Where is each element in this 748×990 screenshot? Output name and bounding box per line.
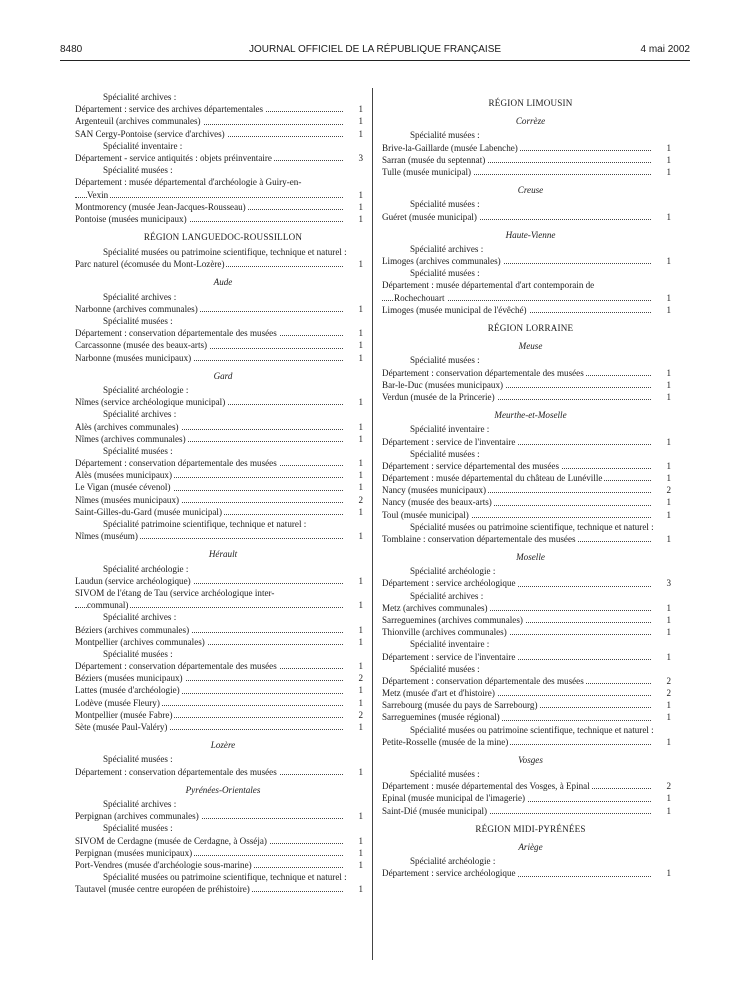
entry-label: Montpellier (archives communales) [75,636,205,647]
list-entry [382,484,679,496]
dot-leader [75,197,343,198]
list-entry [382,602,679,614]
specialty-label: Spécialité archives : [103,798,177,809]
entry-label: communal) [87,600,129,611]
entry-label: Nancy (musées municipaux) [382,485,487,496]
entry-count: 1 [358,104,363,115]
entry-label: Petite-Rosselle (musée de la mine) [382,736,509,747]
page-header [60,44,690,58]
entry-label: Département : service archéologique [382,868,516,879]
list-entry [75,115,371,127]
entry-count: 1 [358,458,363,469]
specialty-label: Spécialité archéologie : [103,563,189,574]
entry-count: 1 [358,189,363,200]
region-heading: RÉGION LORRAINE [487,323,574,333]
list-entry [75,339,371,351]
list-entry [75,847,371,859]
list-entry [75,421,371,433]
specialty-label: Spécialité patrimoine scientifique, technique et naturel : [103,519,307,529]
entry-count: 1 [358,116,363,127]
entry-count: 1 [358,397,363,408]
specialty-label: Spécialité musées ou patrimoine scientifique, technique et naturel : [410,724,654,735]
entry-count: 1 [358,624,363,635]
entry-label: Le Vigan (musée cévenol) [75,482,171,493]
entry-count: 1 [666,292,671,303]
page-number: 8480 [60,44,83,55]
entry-count: 2 [666,781,671,792]
list-entry [382,867,679,879]
entry-label: Rochechouart [394,292,445,303]
entry-count: 1 [666,391,671,402]
list-entry [75,481,371,493]
department-heading: Gard [213,370,233,381]
entry-label: SIVOM de Cerdagne (musée de Cerdagne, à Osséja) [75,835,267,846]
entry-label: Pontoise (musées municipaux) [75,213,187,224]
specialty-label: Spécialité archéologie : [410,856,496,867]
list-entry [75,152,371,164]
specialty-label: Spécialité archives : [410,243,484,254]
department-heading: Haute-Vienne [505,229,556,240]
list-entry [382,626,679,638]
department-heading: Aude [213,277,233,288]
list-entry [75,721,371,733]
entry-label: Sarran (musée du septennat) [382,154,486,165]
entry-label: Département : conservation départementale des musées [75,458,277,469]
list-entry [75,660,371,672]
entry-label: Département : conservation départementale des musées [75,328,277,339]
specialty-label: Spécialité musées : [410,130,480,141]
entry-count: 1 [666,154,671,165]
entry-label: Département : musée départemental du château de Lunéville [382,473,603,484]
entry-count: 1 [666,142,671,153]
list-entry [382,166,679,178]
entry-count: 1 [358,811,363,822]
specialty-label: Spécialité musées : [103,823,173,834]
list-entry [75,457,371,469]
entry-label: SAN Cergy-Pontoise (service d'archives) [75,128,225,139]
entry-label: Epinal (musée municipal de l'imagerie) [382,793,526,804]
entry-label: Montmorency (musée Jean-Jacques-Rousseau) [75,201,246,212]
entry-label: Nîmes (musées municipaux) [75,494,180,505]
entry-count: 1 [358,636,363,647]
specialty-label: Spécialité musées : [410,199,480,210]
entry-label: Nîmes (service archéologique municipal) [75,397,226,408]
entry-count: 1 [666,533,671,544]
list-entry [382,675,679,687]
entry-count: 1 [666,211,671,222]
list-entry [75,352,371,364]
list-entry [382,154,679,166]
specialty-label: Spécialité musées : [410,663,480,674]
entry-count: 1 [358,661,363,672]
entry-count: 1 [358,685,363,696]
entry-count: 1 [358,128,363,139]
entry-count: 1 [358,303,363,314]
entry-label: Département : service de l'inventaire [382,651,516,662]
list-entry [75,189,371,201]
list-entry [75,103,371,115]
entry-label: Département : service départemental des musées [382,460,559,471]
list-entry [382,472,679,484]
list-entry [382,711,679,723]
list-entry [382,614,679,626]
department-heading: Meuse [518,341,543,352]
header-rule [60,60,690,61]
region-heading: RÉGION LANGUEDOC-ROUSSILLON [143,232,303,243]
specialty-label: Spécialité archéologie : [103,384,189,395]
entry-label: Limoges (archives communales) [382,256,501,267]
list-entry [382,367,679,379]
entry-count: 2 [666,485,671,496]
entry-count: 3 [358,152,363,163]
entry-count: 1 [666,614,671,625]
specialty-label: Spécialité inventaire : [410,424,490,435]
entry-label: Alès (archives communales) [75,421,179,432]
list-entry [75,684,371,696]
entry-count: 1 [666,460,671,471]
entry-count: 1 [666,868,671,879]
list-entry [382,211,679,223]
entry-count: 1 [358,470,363,481]
entry-count: 1 [666,256,671,267]
list-entry [75,624,371,636]
entry-count: 2 [666,688,671,699]
publication-date: 4 mai 2002 [640,44,690,55]
entry-label: Sarrebourg (musée du pays de Sarrebourg) [382,700,538,711]
specialty-label: Spécialité inventaire : [103,140,183,151]
list-entry [75,494,371,506]
list-entry [382,391,679,403]
list-entry [75,883,371,895]
left-column [75,91,371,895]
specialty-label: Spécialité archives : [103,612,177,623]
specialty-label: Spécialité musées : [410,268,480,279]
department-heading: Creuse [517,185,544,196]
entry-count: 1 [358,531,363,542]
specialty-label: Spécialité musées : [410,448,480,459]
list-entry [75,327,371,339]
entry-count: 1 [358,835,363,846]
entry-count: 2 [358,494,363,505]
right-column [382,91,679,880]
entry-label: Verdun (musée de la Princerie) [382,391,495,402]
entry-count: 1 [358,433,363,444]
entry-count: 1 [666,436,671,447]
specialty-label: Spécialité inventaire : [410,639,490,650]
entry-label: Argenteuil (archives communales) [75,116,201,127]
entry-count: 1 [358,847,363,858]
entry-count: 1 [358,352,363,363]
list-entry [382,687,679,699]
entry-label: Saint-Dié (musée municipal) [382,805,488,816]
specialty-label: Spécialité musées : [103,165,173,176]
entry-label: Perpignan (archives communales) [75,811,199,822]
list-entry [75,697,371,709]
entry-label: Sarreguemines (musée régional) [382,712,500,723]
entry-count: 1 [358,340,363,351]
department-heading: Meurthe-et-Moselle [494,410,567,421]
entry-label: Département : conservation départementale des musées [75,766,277,777]
entry-label: Sarreguemines (archives communales) [382,614,523,625]
entry-label: Tomblaine : conservation départementale des musées [382,533,576,544]
entry-label: Sète (musée Paul-Valéry) [75,722,168,732]
entry-label: Lattes (musée d'archéologie) [75,685,180,696]
entry-label: Béziers (musées municipaux) [75,673,183,684]
entry-count: 1 [666,700,671,711]
list-entry [75,766,371,778]
entry-label: Toul (musée municipal) [382,509,469,520]
entry-count: 1 [358,697,363,708]
entry-count: 1 [666,805,671,816]
specialty-label: Spécialité musées : [103,754,173,765]
list-entry [382,577,679,589]
specialty-label: Spécialité musées : [103,648,173,659]
entry-label: Tulle (musée municipal) [382,166,472,177]
entry-label: Bar-le-Duc (musées municipaux) [382,379,504,390]
entry-count: 1 [358,482,363,493]
entry-label: Narbonne (musées municipaux) [75,352,192,363]
list-entry [382,460,679,472]
list-entry [382,255,679,267]
department-heading: Hérault [208,549,238,560]
entry-label: Saint-Gilles-du-Gard (musée municipal) [75,506,222,517]
entry-text-line: Département : musée départemental d'archéologie à Guiry-en- [75,177,302,188]
list-entry [75,258,371,270]
entry-count: 1 [666,497,671,508]
specialty-label: Spécialité archives : [103,291,177,302]
entry-count: 1 [666,166,671,177]
list-entry [382,792,679,804]
list-entry [75,859,371,871]
entry-count: 1 [666,627,671,638]
entry-label: Alès (musées municipaux) [75,470,172,481]
entry-count: 1 [358,859,363,870]
entry-label: Département : conservation départementale des musées [75,661,277,672]
list-entry [75,128,371,140]
entry-label: Thionville (archives communales) [382,627,507,638]
entry-count: 1 [358,328,363,339]
entry-text-line: Département : musée départemental d'art contemporain de [382,280,595,291]
list-entry [75,810,371,822]
entry-label: Département : service des archives départementales [75,104,264,115]
department-heading: Ariège [518,841,543,852]
entry-label: Brive-la-Gaillarde (musée Labenche) [382,142,518,153]
entry-label: Béziers (archives communales) [75,624,190,635]
entry-label: Parc naturel (écomusée du Mont-Lozère) [75,259,225,270]
entry-label: Montpellier (musée Fabre) [75,709,173,720]
list-entry [75,396,371,408]
specialty-label: Spécialité musées ou patrimoine scientifique, technique et naturel : [103,872,347,883]
specialty-label: Spécialité musées : [103,445,173,456]
entry-count: 1 [666,736,671,747]
entry-count: 1 [666,473,671,484]
list-entry [75,672,371,684]
list-entry [75,213,371,225]
entry-count: 1 [666,509,671,520]
entry-count: 1 [666,602,671,613]
entry-count: 3 [666,578,671,589]
entry-label: Port-Vendres (musée d'archéologie sous-marine) [75,859,252,870]
entry-count: 1 [666,367,671,378]
list-entry [75,469,371,481]
list-entry [75,433,371,445]
list-entry [382,805,679,817]
entry-label: Nancy (musée des beaux-arts) [382,497,492,508]
entry-label: Nîmes (muséum) [75,531,138,542]
list-entry [382,142,679,154]
list-entry [75,636,371,648]
entry-label: Narbonne (archives communales) [75,303,198,314]
specialty-label: Spécialité musées : [410,355,480,366]
list-entry [382,533,679,545]
entry-count: 1 [666,651,671,662]
list-entry [382,304,679,316]
entry-label: Tautavel (musée centre européen de préhistoire) [75,884,250,895]
entry-label: Département - service antiquités : objets préinventaire [75,152,272,163]
region-heading: RÉGION LIMOUSIN [488,98,573,108]
entry-count: 1 [358,201,363,212]
specialty-label: Spécialité musées ou patrimoine scientifique, technique et naturel : [103,247,347,258]
list-entry [382,496,679,508]
entry-count: 1 [666,379,671,390]
department-heading: Moselle [516,552,545,562]
entry-label: Département : musée départemental des Vosges, à Epinal [382,781,590,792]
specialty-label: Spécialité archives : [103,92,177,102]
list-entry [382,379,679,391]
entry-label: Guéret (musée municipal) [382,211,477,222]
list-entry [75,303,371,315]
specialty-label: Spécialité musées : [410,769,480,779]
department-heading: Corrèze [515,116,546,127]
entry-label: Metz (archives communales) [382,602,488,613]
entry-count: 1 [666,793,671,804]
entry-label: Nîmes (archives communales) [75,433,186,444]
list-entry [75,201,371,213]
journal-title: JOURNAL OFFICIEL DE LA RÉPUBLIQUE FRANÇAISE [248,44,502,55]
entry-count: 1 [666,712,671,723]
department-heading: Pyrénées-Orientales [185,784,261,795]
list-entry [75,709,371,721]
entry-count: 1 [358,421,363,432]
entry-label: Département : conservation départementale des musées [382,675,584,686]
entry-label: Département : service archéologique [382,578,516,589]
entry-label: Carcassonne (musée des beaux-arts) [75,340,208,351]
specialty-label: Spécialité musées ou patrimoine scientifique, technique et naturel : [410,521,654,532]
list-entry [382,292,679,304]
entry-count: 1 [358,213,363,224]
entry-count: 1 [358,884,363,895]
entry-count: 1 [358,722,363,732]
specialty-label: Spécialité archives : [410,590,484,601]
list-entry [382,436,679,448]
list-entry [75,599,371,611]
list-entry [75,575,371,587]
list-entry [382,780,679,792]
list-entry [382,699,679,711]
entry-text-line: SIVOM de l'étang de Tau (service archéologique inter- [75,587,275,598]
department-heading: Lozère [210,740,236,751]
region-heading: RÉGION MIDI-PYRÉNÉES [475,823,586,834]
entry-label: Lodève (musée Fleury) [75,697,160,708]
entry-count: 1 [358,506,363,517]
specialty-label: Spécialité musées : [103,316,173,326]
entry-label: Vexin [87,189,109,200]
list-entry [382,651,679,663]
entry-label: Metz (musée d'art et d'histoire) [382,688,495,699]
department-heading: Vosges [518,754,543,765]
entry-label: Limoges (musée municipal de l'évêché) [382,304,527,315]
column-divider [372,88,373,960]
specialty-label: Spécialité archives : [103,409,177,420]
list-entry [75,835,371,847]
entry-count: 2 [358,673,363,684]
entry-count: 1 [666,304,671,315]
entry-count: 1 [358,259,363,270]
entry-count: 1 [358,600,363,611]
list-entry [382,509,679,521]
entry-count: 1 [358,575,363,586]
entry-label: Département : service de l'inventaire [382,436,516,447]
entry-label: Département : conservation départementale des musées [382,367,584,378]
list-entry [382,736,679,748]
list-entry [75,530,371,542]
entry-label: Laudun (service archéologique) [75,575,191,586]
specialty-label: Spécialité archéologie : [410,566,496,577]
entry-count: 2 [666,675,671,686]
entry-label: Perpignan (musées municipaux) [75,847,193,858]
list-entry [75,506,371,518]
entry-count: 1 [358,766,363,777]
entry-count: 2 [358,709,363,720]
